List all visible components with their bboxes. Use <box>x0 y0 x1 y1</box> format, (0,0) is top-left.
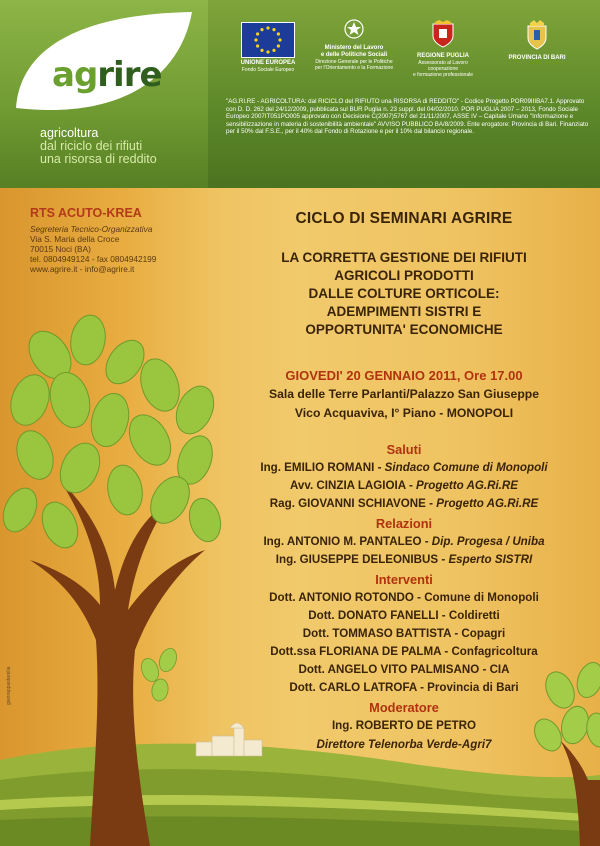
logo-wordmark <box>52 55 162 95</box>
logo-wordmark-part2: rire <box>97 55 162 95</box>
header-logo-area <box>0 0 208 188</box>
speaker-org: Confagricoltura <box>451 645 538 658</box>
speaker-row: Ing. EMILIO ROMANI - Sindaco Comune di Monopoli <box>260 461 548 474</box>
speaker-org: Provincia di Bari <box>427 681 519 694</box>
tagline-line-3: una risorsa di reddito <box>40 152 157 166</box>
tagline-line-2: dal riciclo dei rifiuti <box>40 139 143 153</box>
speaker-org: Copagri <box>461 627 506 640</box>
speaker-name: Dott.ssa FLORIANA DE PALMA <box>270 645 442 658</box>
speaker-role: Progetto AG.Ri.RE <box>436 497 539 510</box>
puglia-sponsor <box>408 20 478 78</box>
organizer-web: www.agrire.it - info@agrire.it <box>30 264 135 274</box>
logo-wordmark-part1: ag <box>52 55 98 95</box>
bari-label: PROVINCIA DI BARI <box>508 55 566 61</box>
section-interventi: Interventi <box>375 572 433 587</box>
speaker-name: Avv. CINZIA LAGIOIA <box>289 479 406 492</box>
event-venue-1: Sala delle Terre Parlanti/Palazzo San Giuseppe <box>268 387 540 401</box>
designer-credit: gianrappastarelia <box>6 666 12 705</box>
speaker-role: Dip. Progesa / Uniba <box>431 535 545 548</box>
speaker-row: Ing. ANTONIO M. PANTALEO - Dip. Progesa / Uniba <box>263 535 545 548</box>
speaker-row: Dott. DONATO FANELLI - Coldiretti <box>308 609 500 622</box>
speaker-name: Dott. CARLO LATROFA <box>289 681 417 694</box>
eu-sublabel: Fondo Sociale Europeo <box>241 67 295 73</box>
speaker-org: Coldiretti <box>448 609 500 622</box>
speaker-name: Dott. DONATO FANELLI <box>308 609 439 622</box>
speaker-row: Dott. TOMMASO BATTISTA - Copagri <box>302 627 506 640</box>
eu-label: UNIONE EUROPEA <box>240 60 296 66</box>
speaker-name: Ing. GIUSEPPE DELEONIBUS <box>275 553 439 566</box>
speaker-row: Dott. ANTONIO ROTONDO - Comune di Monopoli <box>269 591 539 604</box>
moderator-role: Direttore Telenorba Verde-Agri7 <box>316 738 492 751</box>
organizer-phone: tel. 0804949124 - fax 0804942199 <box>30 254 157 264</box>
heading-line-5: OPPORTUNITA' ECONOMICHE <box>305 322 503 337</box>
organizer-line-1: Segreteria Tecnico-Organizzativa <box>30 224 153 234</box>
speaker-row: Avv. CINZIA LAGIOIA - Progetto AG.Ri.RE <box>289 479 519 492</box>
funding-note: "AG.RI.RE - AGRICOLTURA: dal RICICLO del RIFIUTO una RISORSA di REDDITO" - Codice Progetto POR09IIIBA7.1. Approvato con D. D. 262 del 24/12/2009, pubblicata sul BUR Puglia n. 23 suppl. del 04/02/2010. POR PUGLIA 2007 – 2013, Fondo Sociale Europeo 2007IT051PO005 approvato con Decisione C(2007)5767 del 21/11/2007, ASSE IV – Capitale Umano "Informazione e sensibilizzazione in materia di sostenibilità ambientale" AVVISO PUBBLICO BA/8/2009. Ente erogatore: Provincia di Bari. Finanziato per il 50% dal F.S.E., per il 40% dal Fondo di Rotazione e per il 10% dal bilancio regionale. <box>226 98 589 136</box>
puglia-crest-icon <box>431 20 455 48</box>
speaker-name: Dott. TOMMASO BATTISTA <box>302 627 452 640</box>
ministry-label-2: e delle Politiche Sociali <box>320 52 388 58</box>
organizer-line-3: 70015 Noci (BA) <box>30 244 91 254</box>
bari-sponsor <box>494 20 580 62</box>
event-venue-2: Vico Acquaviva, I° Piano - MONOPOLI <box>294 406 514 420</box>
speaker-name: Dott. ANGELO VITO PALMISANO <box>298 663 480 676</box>
heading-line-1: LA CORRETTA GESTIONE DEI RIFIUTI <box>281 250 527 265</box>
heading-line-4: ADEMPIMENTI SISTRI E <box>326 304 482 319</box>
eu-flag-icon <box>241 22 295 58</box>
event-date: GIOVEDI' 20 GENNAIO 2011, Ore 17.00 <box>285 368 523 383</box>
event-panel <box>208 188 600 846</box>
organizer-title: RTS ACUTO-KREA <box>30 206 142 220</box>
speaker-name: Rag. GIOVANNI SCHIAVONE <box>269 497 426 510</box>
heading-line-2: AGRICOLI PRODOTTI <box>334 268 474 283</box>
section-moderatore: Moderatore <box>369 700 439 715</box>
speaker-role: Sindaco Comune di Monopoli <box>384 461 548 474</box>
organizer-line-2: Via S. Maria della Croce <box>30 234 120 244</box>
agrire-logo <box>10 8 206 126</box>
ministry-sponsor <box>300 18 408 71</box>
speaker-name: Dott. ANTONIO ROTONDO <box>269 591 414 604</box>
speaker-org: CIA <box>489 663 510 676</box>
speaker-role: Progetto AG.Ri.RE <box>416 479 519 492</box>
tagline <box>40 127 157 166</box>
speaker-role: Esperto SISTRI <box>448 553 533 566</box>
organizer-info <box>30 206 210 274</box>
ministry-label-1: Ministero del Lavoro <box>324 45 384 51</box>
tagline-line-1: agricoltura <box>40 126 99 140</box>
puglia-label: REGIONE PUGLIA <box>416 53 469 59</box>
speaker-row: Ing. GIUSEPPE DELEONIBUS - Esperto SISTRI <box>275 553 533 566</box>
cycle-title: CICLO DI SEMINARI AGRIRE <box>295 210 513 227</box>
ministry-sublabel-1: Direzione Generale per le Politiche <box>315 59 393 65</box>
speaker-org: Comune di Monopoli <box>424 591 539 604</box>
speaker-name: Ing. EMILIO ROMANI <box>260 461 375 474</box>
heading-line-3: DALLE COLTURE ORTICOLE: <box>308 286 500 301</box>
italy-emblem-icon <box>343 18 365 40</box>
eu-sponsor <box>228 22 308 73</box>
speaker-row: Dott.ssa FLORIANA DE PALMA - Confagricoltura <box>270 645 538 658</box>
section-saluti: Saluti <box>386 442 422 457</box>
moderator-name: Ing. ROBERTO DE PETRO <box>331 719 477 732</box>
speaker-row: Dott. CARLO LATROFA - Provincia di Bari <box>289 681 519 694</box>
section-relazioni: Relazioni <box>375 516 433 531</box>
speaker-row: Rag. GIOVANNI SCHIAVONE - Progetto AG.Ri.RE <box>269 497 539 510</box>
speaker-name: Ing. ANTONIO M. PANTALEO <box>263 535 422 548</box>
puglia-sublabel-1: Assessorato al Lavoro cooperazione <box>418 60 468 72</box>
puglia-sublabel-2: e formazione professionale <box>412 72 474 78</box>
ministry-sublabel-2: per l'Orientamento e la Formazione <box>314 65 394 71</box>
speaker-row: Dott. ANGELO VITO PALMISANO - CIA <box>298 663 510 676</box>
bari-crest-icon <box>525 20 549 50</box>
